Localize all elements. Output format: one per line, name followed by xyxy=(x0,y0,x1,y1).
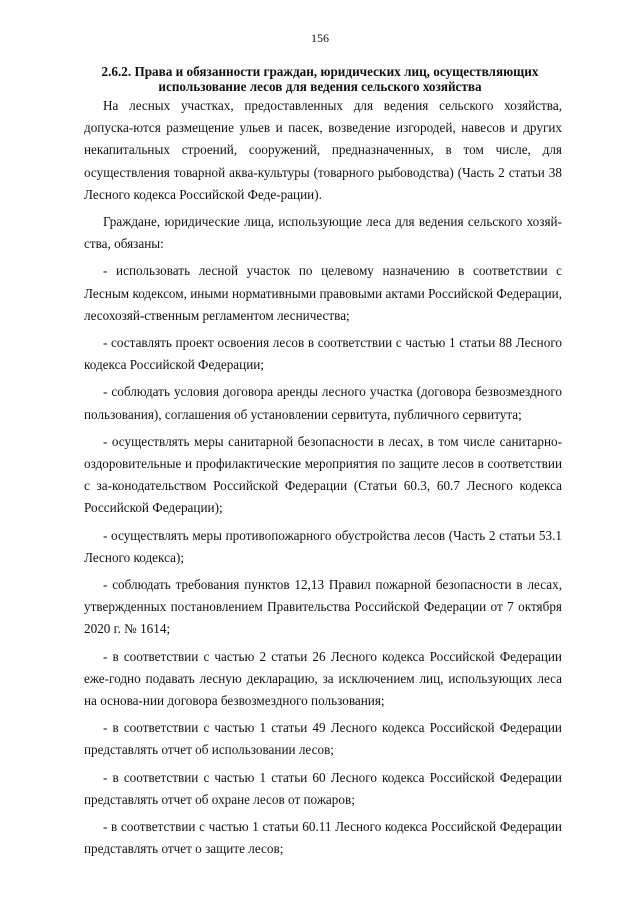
list-item: - осуществлять меры санитарной безопасности в лесах, в том числе санитарно-оздоровительные и профилактические мероприятия по защите лесов в соответствии с за-конодательством Российской Федерации (Статьи 60.3, 60.7 Лесного кодекса Российской Федерации); xyxy=(84,433,562,516)
list-item: - соблюдать условия договора аренды лесного участка (договора безвозмездного пользования), соглашения об установлении сервитута, публичного сервитута; xyxy=(84,384,562,422)
paragraph-intro: На лесных участках, предоставленных для ведения сельского хозяйства, допуска-ются размещение ульев и пасек, возведение изгородей, навесов и других некапитальных строений, сооружений, предназначенных, в том числе, для осуществления товарной аква-культуры (товарного рыбоводства) (Часть 2 статьи 38 Лесного кодекса Российской Феде-рации). xyxy=(84,98,562,202)
section-heading xyxy=(84,64,556,94)
list-item: - соблюдать требования пунктов 12,13 Правил пожарной безопасности в лесах, утвержденных постановлением Правительства Российской Федерации от 7 октября 2020 г. № 1614; xyxy=(84,577,562,637)
list-item: - составлять проект освоения лесов в соответствии с частью 1 статьи 88 Лесного кодекса Российской Федерации; xyxy=(84,335,562,373)
paragraph-obligations-lead: Граждане, юридические лица, использующие леса для ведения сельского хозяй-ства, обязаны: xyxy=(84,214,562,252)
list-item: - в соответствии с частью 1 статьи 60 Лесного кодекса Российской Федерации представлять отчет об охране лесов от пожаров; xyxy=(84,769,562,807)
section-heading-line-2: использование лесов для ведения сельского хозяйства xyxy=(158,79,482,94)
list-item: - осуществлять меры противопожарного обустройства лесов (Часть 2 статьи 53.1 Лесного кодекса); xyxy=(84,527,562,565)
body-text xyxy=(84,95,562,861)
list-item: - в соответствии с частью 1 статьи 60.11 Лесного кодекса Российской Федерации представлять отчет о защите лесов; xyxy=(84,819,562,857)
section-heading-line-1: 2.6.2. Права и обязанности граждан, юридических лиц, осуществляющих xyxy=(101,64,539,79)
list-item: - использовать лесной участок по целевому назначению в соответствии с Лесным кодексом, иными нормативными правовыми актами Российской Федерации, лесохозяй-ственным регламентом лесничества; xyxy=(84,263,562,323)
list-item: - в соответствии с частью 1 статьи 49 Лесного кодекса Российской Федерации представлять отчет об использовании лесов; xyxy=(84,720,562,758)
list-item: - в соответствии с частью 2 статьи 26 Лесного кодекса Российской Федерации еже-годно подавать лесную декларацию, за исключением лиц, использующих леса на основа-нии договора безвозмездного пользования; xyxy=(84,648,562,709)
page-number: 156 xyxy=(311,31,329,45)
